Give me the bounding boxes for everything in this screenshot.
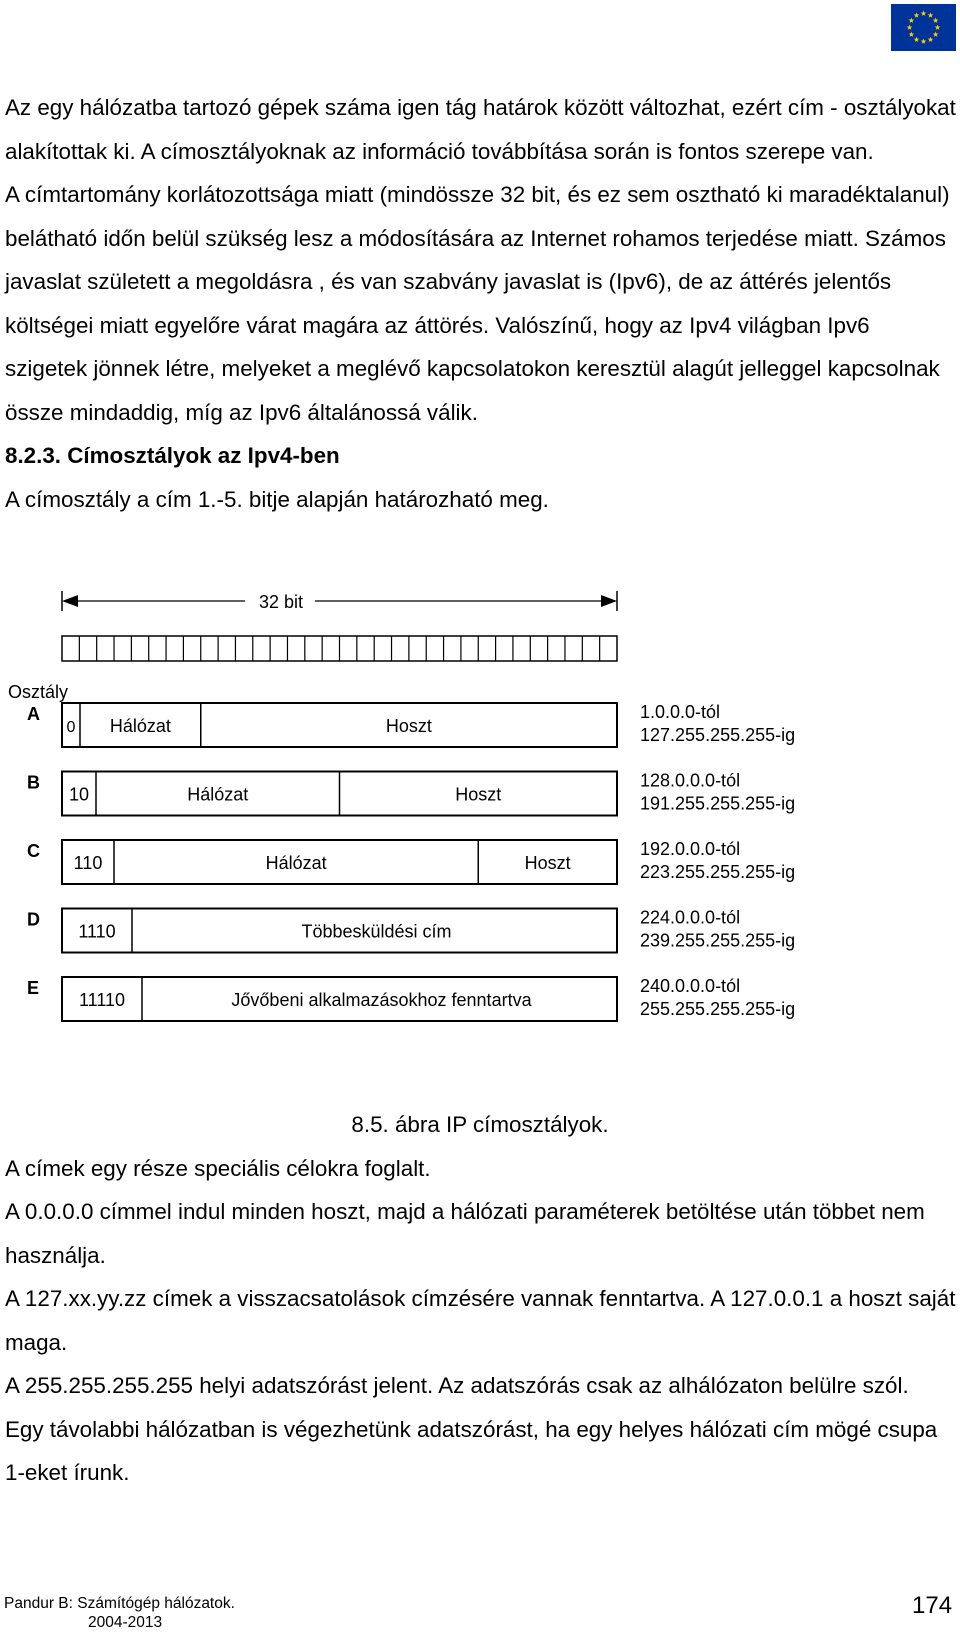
range-from: 224.0.0.0-tól [640,907,741,928]
footer [4,1594,235,1632]
range-from: 128.0.0.0-tól [640,770,741,791]
host-field-label: Hoszt [524,853,571,873]
body-text-bottom [5,1103,957,1495]
network-field-label: Hálózat [109,716,171,736]
class-letter: E [27,978,40,998]
class-column-label: Osztály [8,682,69,702]
class-letter: C [27,841,40,861]
class-letter: A [27,704,40,724]
body-text-top [5,86,957,521]
eu-flag-icon [891,4,956,51]
page-number: 174 [912,1592,953,1619]
paragraph: A címek egy része speciális célokra foglalt. [5,1155,431,1181]
range-to: 223.255.255.255-ig [640,862,796,882]
range-from: 1.0.0.0-tól [640,702,721,722]
field-label: Többesküldési cím [301,921,452,942]
section-heading: 8.2.3. Címosztályok az Ipv4-ben [5,443,340,468]
paragraph: Egy távolabbi hálózatban is végezhetünk adatszórást, ha egy helyes hálózati cím mögé csupa 1-eket írunk. [5,1416,938,1485]
footer-years: 2004-2013 [88,1614,163,1631]
field-label: Jővőbeni alkalmazásokhoz fenntartva [231,990,532,1010]
range-to: 255.255.255.255-ig [640,999,796,1019]
network-field-label: Hálózat [187,784,249,805]
range-from: 240.0.0.0-tól [640,976,741,996]
arrow-right-icon [601,595,617,607]
host-field-label: Hoszt [455,784,502,805]
range-from: 192.0.0.0-tól [640,839,741,859]
range-to: 191.255.255.255-ig [640,793,796,814]
class-prefix-bits: 1110 [78,921,116,942]
class-letter: D [27,909,40,930]
class-prefix-bits: 110 [73,853,103,873]
range-to: 127.255.255.255-ig [640,725,796,745]
paragraph: A címtartomány korlátozottsága miatt (mindössze 32 bit, és ez sem osztható ki maradéktalanul) belátható időn belül szükség lesz a módosítására az Internet rohamos terjedése miatt. Számos javaslat született a megoldásra , és van szabvány javaslat is (Ipv6), de az áttérés jelentős költségei miatt egyelőre várat magára az áttörés. Valószínű, hogy az Ipv4 világban Ipv6 szigetek jönnek létre, melyeket a meglévő kapcsolatokon keresztül alagút jelleggel kapcsolnak össze mindaddig, míg az Ipv6 általánossá válik. [5,182,950,425]
paragraph: Az egy hálózatba tartozó gépek száma igen tág határok között változhat, ezért cím - osztályokat alakítottak ki. A címosztályoknak az információ továbbítása során is fontos szerepe van. [5,95,956,164]
class-letter: B [27,772,40,793]
figure-caption: 8.5. ábra IP címosztályok. [351,1112,609,1137]
network-field-label: Hálózat [265,853,327,873]
paragraph: A 0.0.0.0 címmel indul minden hoszt, majd a hálózati paraméterek betöltése után többet nem használja. [5,1199,925,1268]
host-field-label: Hoszt [385,716,432,736]
ip-class-diagram [0,592,960,1035]
class-prefix-bits: 11110 [78,990,126,1010]
class-prefix-bits: 0 [66,719,76,736]
class-prefix-bits: 10 [68,784,90,805]
paragraph: A 127.xx.yy.zz címek a visszacsatolások címzésére vannak fenntartva. A 127.0.0.1 a hoszt saját maga. [5,1286,956,1355]
footer-author: Pandur B: Számítógép hálózatok. [4,1595,235,1612]
paragraph: A 255.255.255.255 helyi adatszórást jelent. Az adatszórás csak az alhálózaton belülre szól. [5,1373,909,1398]
range-to: 239.255.255.255-ig [640,930,796,951]
paragraph: A címosztály a cím 1.-5. bitje alapján határozható meg. [5,486,549,512]
bit-label: 32 bit [258,592,304,612]
arrow-left-icon [62,595,78,607]
